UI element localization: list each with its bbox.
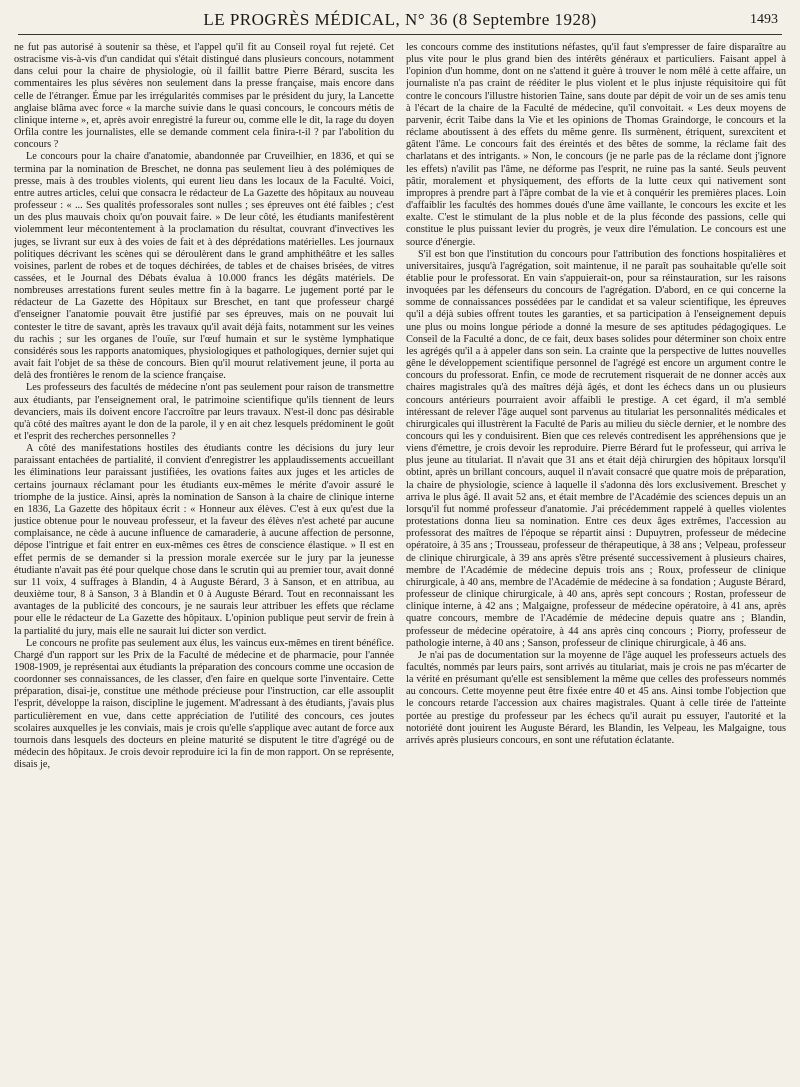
paragraph: A côté des manifestations hostiles des étudiants contre les décisions du jury leur paraissant entachées de partialité, il convient d'enregistrer les applaudissements accueillant les éliminations leur paraissant justifiées, les ovations faites aux juges et les articles de certains journaux réclamant pour les étudiants eux-mêmes le mérite d'avoir assuré le triomphe de la justice. Ainsi, après la nomination de Sanson à la chaire de clinique interne en 1836, La Gazette des hôpitaux écrit : « Honneur aux élèves. C'est à eux qu'est due la justice obtenue pour le nouveau professeur, et la faveur des élèves n'est acheté par aucune complaisance, ne cède à aucune influence de camaraderie, à aucune affection de personne, dépose l'intrigue et fait entrer en eux-mêmes ces êtres de conscience élastique. » Il est en effet permis de se demander si la pression morale exercée sur le jury par la jeunesse étudiante n'avait pas été pour quelque chose dans le scrutin qui au premier tour, avait donné sur 11 voix, 4 suffrages à Blandin, 4 à Auguste Bérard, 3 à Sanson, et en attribua, au deuxième tour, 8 à Sanson, 3 à Blandin et 0 à Auguste Bérard. Tout en reconnaissant les avantages de la publicité des concours, je ne saurais leur attribuer les effets que réclame pour elle le rédacteur de La Gazette des hôpitaux. L'opinion publique peut servir de frein à la partialité du jury, mais elle ne saurait lui dicter son verdict. bbox=[14, 443, 394, 637]
page-number: 1493 bbox=[750, 12, 778, 27]
running-header bbox=[0, 4, 800, 34]
left-column bbox=[14, 42, 394, 1072]
paragraph: ne fut pas autorisé à soutenir sa thèse, et l'appel qu'il fit au Conseil royal fut rejeté. Cet ostracisme vis-à-vis d'un candidat qui s'était distingué dans plusieurs concours, notamment dans celui pour la chaire de physiologie, où il faillit battre Pierre Bérard, suscita les commentaires les plus sévères non seulement dans la presse française, mais encore dans celle de l'étranger. Émue par les irrégularités commises par le président du jury, la Lancette anglaise blâma avec force « la marche suivie dans le quasi concours, le concours métis de clinique interne », et, après avoir enregistré la fureur ou, comme elle le dit, la rage du doyen Orfila contre les journalistes, elle se demande comment cela finira-t-il ? par l'abolition du concours ? bbox=[14, 42, 394, 151]
header-rule bbox=[18, 34, 782, 35]
paragraph: S'il est bon que l'institution du concours pour l'attribution des fonctions hospitalières et universitaires, jusqu'à l'agrégation, soit maintenue, il ne paraît pas souhaitable qu'elle soit établie pour le professorat. En vain s'appuierait-on, pour sa réinstauration, sur les raisons invoquées par les défenseurs du concours de l'agrégation. D'abord, en ce qui concerne la somme de connaissances possédées par le candidat et sa valeur scientifique, les épreuves qu'il a déjà subies offrent toutes les garanties, et sa participation à l'enseignement depuis une plus ou moins longue période a donné la mesure de ses aptitudes pédagogiques. Le Conseil de la Faculté a donc, de ce fait, deux bases solides pour déterminer son choix entre les agrégés qu'il a à appeler dans son sein. La crainte que la perspective de luttes nouvelles gêne le développement scientifique personnel de l'agrégé est encore un argument contre le concours du professorat. Enfin, ce mode de recrutement risquerait de ne donner accès aux chaires magistrales qu'à des maîtres déjà âgés, et dont les échecs dans un ou plusieurs concours antérieurs pourraient avoir affaibli le prestige. A cet égard, il m'a semblé intéressant de relever l'âge auquel sont parvenus au titulariat les personnalités médicales et chirurgicales qui illustrèrent la Faculté de Paris au milieu du siècle dernier, et le nombre des concours qui les y conduisirent. Bien que ces relevés contredisent les appréhensions que je viens d'émettre, je crois devoir les reproduire. Pierre Bérard fut le professeur, qui arriva le plus jeune au titulariat. Il n'avait que 31 ans et était déjà chirurgien des hôpitaux lorsqu'il obtint, après un brillant concours, auquel il n'avait consacré que quatre mois de préparation, la chaire de physiologie, science à laquelle il s'adonna dès lors exclusivement. Breschet y arriva le plus âgé. Il avait 52 ans, et était membre de l'Académie des sciences depuis un an lorsqu'il fut nommé professeur d'anatomie. J'ai précédemment rappelé à quelles violentes protestations donna lieu sa nomination. Entre ces deux âges extrêmes, l'accession au professorat des maîtres de l'époque se répartit ainsi : Dupuytren, professeur de médecine opératoire, à 35 ans ; Trousseau, professeur de thérapeutique, à 38 ans ; Velpeau, professeur de clinique chirurgicale, à 39 ans après s'être présenté successivement à plusieurs chaires, membre de l'Académie de médecine depuis trois ans ; Roux, professeur de clinique chirurgicale, à 40 ans, membre de l'Académie de médecine à sa fondation ; Auguste Bérard, professeur de clinique chirurgicale, à 40 ans, après sept concours ; Rostan, professeur de clinique interne, à 42 ans ; Malgaigne, professeur de médecine opératoire, à 41 ans, après quatre concours, membre de l'Académie de médecine depuis quatre ans ; Blandin, professeur de médecine opératoire, à 44 ans après cinq concours ; Piorry, professeur de pathologie interne, à 40 ans ; Sanson, professeur de clinique chirurgicale, à 46 ans. bbox=[406, 248, 786, 649]
paragraph: Le concours pour la chaire d'anatomie, abandonnée par Cruveilhier, en 1836, et qui se termina par la nomination de Breschet, ne donna pas seulement lieu à des polémiques de presse, mais à des troubles violents, qui eurent lieu dans les locaux de la Faculté. Voici, entre autres articles, celui que consacra le rédacteur de La Gazette des hôpitaux au nouveau professeur : « ... Ses qualités professorales sont nulles ; ses épreuves ont été faibles ; c'est un des plus mauvais choix qu'on pouvait faire. » De leur côté, les étudiants manifestèrent violemment leur mécontentement à la proclamation du résultat, couvrant d'invectives les juges, se livrant sur eux à des voies de fait et à des déprédations matérielles. Les journaux politiques décrivant les scènes qui se déroulèrent dans le grand amphithéâtre et les salles voisines, parlent de robes et de toques déchirées, de tables et de chaises brisées, de vitres cassées, et le Journal des Débats évalua à 10.000 francs les dégâts matériels. De nombreuses arrestations furent seules mettre fin à la bagarre. Le jugement porté par le rédacteur de La Gazette des Hôpitaux sur Breschet, en tant que professeur chargé d'enseigner l'anatomie pouvait être justifié par ses épreuves, mais on ne pouvait lui contester le titre de savant, après les travaux qu'il avait déjà faits, notamment sur les veines du rachis ; sur les organes de l'ouïe, sur l'œuf humain et sur le système lymphatique considérés sous les rapports anatomiques, physiologiques et pathologiques, dernier sujet qui avait fait l'objet de sa thèse de concours. Bien qu'il mourut relativement jeune, il porta au delà des frontières le renom de la science française. bbox=[14, 151, 394, 382]
journal-title: LE PROGRÈS MÉDICAL, N° 36 (8 Septembre 1928) bbox=[203, 10, 597, 29]
right-column bbox=[406, 42, 786, 1072]
paragraph: les concours comme des institutions néfastes, qu'il faut s'empresser de faire disparaître au plus vite pour le plus grand bien des intérêts généraux et particuliers. Faisant appel à l'opinion d'un homme, dont on ne s'attend it guère à trouver le nom mêlé à cette affaire, un journaliste n'a pas craint de rééditer le plus violent et le plus injuste réquisitoire qui fût contre le concours l'illustre historien Taine, sans doute par dépit de voir un de ses amis tenu à l'écart de la chaire de la Faculté de médecine, qu'il convoitait. « Les deux moyens de parvenir, écrit Taibe dans la Vie et les opinions de Thomas Graindorge, le concours et la réclame aboutissent à des effets du même genre. Ils surmènent, étriquent, surexcitent et gâtent l'âme. Le concours fait des éreintés et des bêtes de somme, la réclame fait des charlatans et des intrigants. » Non, le concours (je ne parle pas de la réclame dont j'ignore les effets) n'avilit pas l'âme, ne déforme pas l'esprit, ne ruine pas la santé. Seuls peuvent pâtir, moralement et physiquement, des efforts de la lutte ceux qui nativement sont impropres à prendre part à l'âpre combat de la vie et à conquérir les premières places. Loin d'affaiblir les facultés des hommes doués d'une âme vaillante, le concours les excite et les exalte. C'est le stimulant de la plus noble et de la plus féconde des passions, celle qui constitue le plus puissant levier du progrès, je veux dire l'émulation. Le concours est une source d'énergie. bbox=[406, 42, 786, 248]
paragraph: Le concours ne profite pas seulement aux élus, les vaincus eux-mêmes en tirent bénéfice. Chargé d'un rapport sur les Prix de la Faculté de médecine et de pharmacie, pour l'année 1908-1909, je représentai aux étudiants la préparation des concours comme une occasion de coordonner ses connaissances, de les classer, d'en faire en quelque sorte l'inventaire. Cette préparation, disai-je, constitue une méthode précieuse pour l'instruction, car elle assouplit l'esprit, développe la raison, discipline le jugement. M'adressant à des étudiants, j'avais plus particulièrement en vue, dans cette appréciation de l'utilité des concours, ces joutes scolaires auxquelles je les conviais, mais je crois qu'elle s'applique avec autant de force aux tournois dans lesquels des docteurs en pleine maturité se disputent le titre d'agrégé ou de médecin des hôpitaux. Je crois devoir reproduire ici la fin de mon rapport. On se représente, disais je, bbox=[14, 637, 394, 771]
paragraph: Je n'ai pas de documentation sur la moyenne de l'âge auquel les professeurs actuels des facultés, nommés par leurs pairs, sont arrivés au titulariat, mais je crois ne pas m'écarter de la vérité en présumant qu'elle est sensiblement la même que celles des professeurs nommés au concours. Cette moyenne peut être fixée entre 40 et 45 ans. Ainsi tombe l'objection que le concours retarde l'accession aux chaires magistrales. Quant à celle tirée de l'atteinte portée au prestige du professeur par les échecs qu'il aurait pu essuyer, l'autorité et la notoriété dont jouirent les Auguste Bérard, les Blandin, les Velpeau, les Malgaigne, tous arrivés après plusieurs concours, en sont une réfutation éclatante. bbox=[406, 649, 786, 746]
column-gutter bbox=[398, 42, 399, 1072]
paragraph: Les professeurs des facultés de médecine n'ont pas seulement pour raison de transmettre aux étudiants, par l'enseignement oral, le patrimoine scientifique qu'ils tiennent de leurs devanciers, mais ils doivent encore l'accroître par leurs travaux. N'est-il donc pas désirable qu'à côté des maîtres ayant le don de la parole, il y en ait chez lesquels prédominent le goût et l'esprit des recherches personnelles ? bbox=[14, 382, 394, 442]
